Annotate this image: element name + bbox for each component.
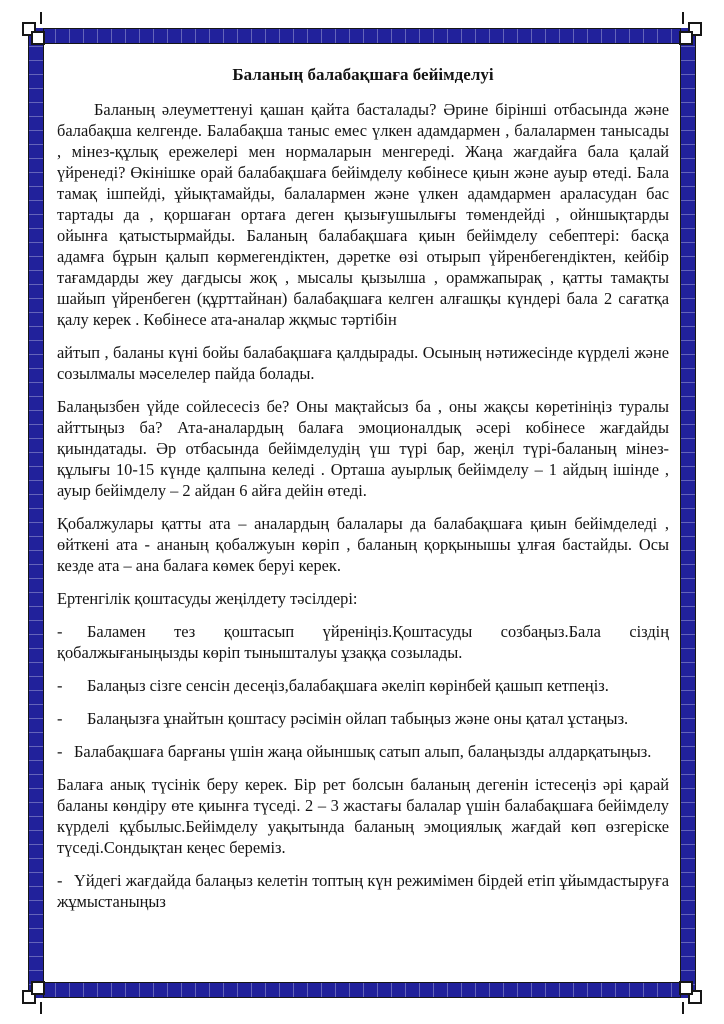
dash-marker: - xyxy=(57,871,63,890)
bullet-text: Балабақшаға барғаны үшін жаңа ойыншық сатып алып, балаңызды алдарқатыңыз. xyxy=(74,742,652,761)
corner-tail-bottom-right xyxy=(682,1002,684,1014)
bullet-item xyxy=(57,870,669,912)
document-title: Баланың балабақшаға бейімделуі xyxy=(232,65,494,84)
paragraph: Қобалжулары қатты ата – аналардың балалары да балабақшаға қиын бейімделеді , өйткені ата - ананың қобалжуын көріп , баланың қорқынышы ұлғая бастайды. Осы кезде ата – ана балаға көмек беруі керек. xyxy=(57,514,669,575)
corner-tail-top-left xyxy=(40,12,42,24)
border-bottom-band xyxy=(28,982,696,998)
bullet-text: Балаңызға ұнайтын қоштасу рәсімін ойлап табыңыз және оны қатал ұстаңыз. xyxy=(87,709,629,728)
bullet-text: Үйдегі жағдайда балаңыз келетін топтың күн режимімен бірдей етіп ұйымдастыруға жұмыстаныңыз xyxy=(57,871,669,911)
bullet-item xyxy=(57,675,669,696)
dash-marker: - xyxy=(57,709,63,728)
bullet-item xyxy=(57,621,669,663)
paragraph: Балаға анық түсінік беру керек. Бір рет болсын баланың дегенін істесеңіз әрі қарай баланы көндіру өте қиынға түседі. 2 – 3 жастағы балалар үшін балабақшаға бейімделу күрделі құбылыс.Бейімделу уақытында баланың эмоциялық жағдай көп өзгеріске түседі.Сондықтан кеңес береміз. xyxy=(57,775,669,857)
document-body xyxy=(57,64,669,912)
corner-tail-top-right xyxy=(682,12,684,24)
paragraph: Балаңызбен үйде сойлесесіз бе? Оны мақтайсыз ба , оны жақсы көретініңіз туралы айттыңыз ба? Ата-аналардың балаға эмоционалдық әсері кобінесе жағдайды қиындатады. Әр отбасында бейімделудің үш түрі бар, жеңіл түрі-баланың мінез-құлығы 10-15 күнде қалпына келеді . Орташа ауырлық бейімделу – 1 айдың ішінде , ауыр бейімделу – 2 айдан 6 айға дейін өтеді. xyxy=(57,397,669,500)
corner-ornament-bottom-left xyxy=(31,981,45,995)
border-left-band xyxy=(28,28,44,998)
border-top-band xyxy=(28,28,696,44)
bullet-item xyxy=(57,741,669,762)
paragraph: айтып , баланы күні бойы балабақшаға қалдырады. Осының нәтижесінде күрделі және созылмалы мәселелер пайда болады. xyxy=(57,343,669,383)
dash-marker: - xyxy=(57,742,63,761)
border-right-band xyxy=(680,28,696,998)
dash-marker: - xyxy=(57,622,63,641)
corner-ornament-top-right xyxy=(679,31,693,45)
section-heading-line: Ертенгілік қоштасуды жеңілдету тәсілдері: xyxy=(57,589,358,608)
bullet-item xyxy=(57,708,669,729)
paragraph: Баланың әлеуметтенуі қашан қайта басталады? Әрине бірінші отбасында және балабақша келгенде. Балабақша таныс емес үлкен адамдармен , балалармен танысады , мінез-құлық ережелері мен нормаларын менгереді. Жаңа жағдайға бала қалай үйренеді? Өкінішке орай балабақшаға бейімделу көбінесе қиын және ауыр өтеді. Бала тамақ ішпейді, ұйықтамайды, балалармен және үлкен адамдармен араласудан бас тартады да , қоршаған ортаға деген қызығушылығы төмендейді , ойншықтарды ойынға қатыстырмайды. Баланың балабақшаға қиын бейімделу себептері: басқа адамға бұрын қалып көрмегендіктен, дәретке өзі отырып үйренбегендіктен, кейбір тағамдарды жеу дағдысы жоқ , мысалы қызылша , орамжапырақ , қатты тамақты шайып үйренбеген (құрттайнан) балабақшаға келген алғашқы күндері бала 2 сағатқа қалу керек . Көбінесе ата-аналар жқмыс тәртібін xyxy=(57,100,669,329)
corner-tail-bottom-left xyxy=(40,1002,42,1014)
corner-ornament-bottom-right xyxy=(679,981,693,995)
corner-ornament-top-left xyxy=(31,31,45,45)
dash-marker: - xyxy=(57,676,63,695)
bullet-text: Баламен тез қоштасып үйреніңіз.Қоштасуды созбаңыз.Бала сіздің қобалжығаныңызды көріп тынышталуы ұзаққа созылады. xyxy=(57,622,669,662)
bullet-text: Балаңыз сізге сенсін десеңіз,балабақшаға әкеліп көрінбей қашып кетпеңіз. xyxy=(87,676,609,695)
